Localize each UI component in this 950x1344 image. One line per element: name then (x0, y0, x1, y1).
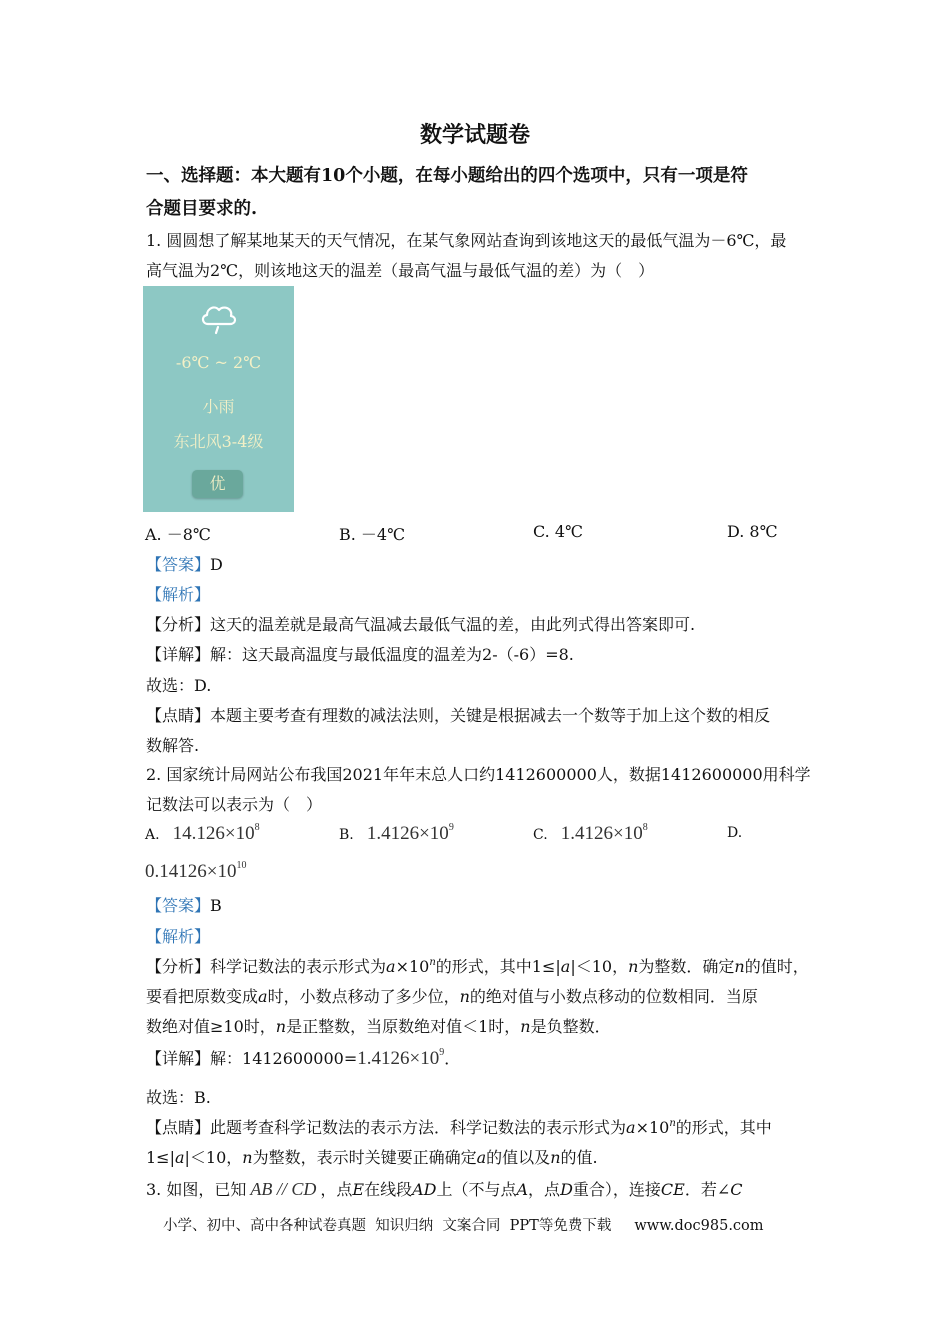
page-footer: 小学、初中、高中各种试卷真题 知识归纳 文案合同 PPT等免费下载 www.doc985.com (163, 1218, 764, 1234)
answer-value: D (210, 555, 223, 574)
q2-option-a: A. $14.126\times 10^8$ (145, 822, 260, 844)
q1-xiangjie: 【详解】解：这天最高温度与最低温度的温差为2-（-6）=8. (146, 645, 574, 664)
section-heading: 一、选择题：本大题有10个小题，在每小题给出的四个选项中，只有一项是符 (146, 166, 748, 186)
q2-fenxi: 【分析】科学记数法的表示形式为$a\times 10^n$的形式，其中1≤|a|＜10，n为整数．确定n的值时， (146, 957, 809, 976)
q1-option-c: C. 4℃ (533, 522, 583, 541)
weather-temp: -6℃ ~ 2℃ (175, 353, 262, 372)
q1-stem: 1. 圆圆想了解某地某天的天气情况，在某气象网站查询到该地这天的最低气温为－6℃，最 (146, 231, 787, 250)
answer-tag: 【答案】 (146, 555, 211, 574)
q1-option-b: B. －4℃ (339, 525, 406, 544)
q2-fenxi-cont: 要看把原数变成a时，小数点移动了多少位，n的绝对值与小数点移动的位数相同．当原 (146, 987, 758, 1006)
q2-stem: 2. 国家统计局网站公布我国2021年年末总人口约1412600000人，数据1412600000用科学 (146, 765, 811, 784)
q1-option-d: D. 8℃ (727, 522, 778, 541)
q2-option-d: $0.14126\times 10^{10}$ (145, 860, 247, 882)
q2-analysis-tag: 【解析】 (146, 927, 211, 946)
weather-wind: 东北风3-4级 (173, 432, 264, 451)
q1-dianjing: 【点睛】本题主要考查有理数的减法法则，关键是根据减去一个数等于加上这个数的相反 (146, 706, 771, 725)
weather-condition: 小雨 (202, 397, 235, 416)
q2-dianjing-cont: 1≤|a|＜10，n为整数，表示时关键要正确确定a的值以及n的值. (146, 1148, 598, 1167)
q2-option-d-label: D. (727, 825, 743, 841)
page-title: 数学试题卷 (419, 122, 530, 148)
section-heading-cont: 合题目要求的. (146, 199, 258, 219)
q2-xiangjie: 【详解】解：$1412600000=1.4126\times 10^9$． (146, 1047, 461, 1069)
q2-option-c: C. $1.4126\times 10^8$ (533, 822, 648, 844)
q1-dianjing-cont: 数解答. (146, 736, 200, 755)
q1-guxuan: 故选：D. (146, 676, 212, 695)
air-quality-badge: 优 (192, 470, 243, 498)
q2-dianjing: 【点睛】此题考查科学记数法的表示方法．科学记数法的表示形式为$a\times 10^n$的形式，其中 (146, 1118, 772, 1137)
q1-stem-cont: 高气温为2℃，则该地这天的温差（最高气温与最低气温的差）为（ ） (146, 261, 655, 280)
q1-analysis-tag: 【解析】 (146, 585, 211, 604)
rain-cloud-icon (199, 300, 239, 336)
q1-fenxi: 【分析】这天的温差就是最高气温减去最低气温的差，由此列式得出答案即可. (146, 615, 696, 634)
q2-fenxi-cont2: 数绝对值≥10时，n是正整数，当原数绝对值＜1时，n是负整数． (146, 1017, 611, 1036)
q2-answer: 【答案】B (146, 896, 222, 915)
q2-option-b: B. $1.4126\times 10^9$ (339, 822, 454, 844)
q2-stem-cont: 记数法可以表示为（ ） (146, 795, 323, 814)
q2-guxuan: 故选：B. (146, 1088, 211, 1107)
q3-stem: 3. 如图，已知 AB // CD ，点E在线段AD上（不与点A，点D重合），连接CE．若∠C (146, 1179, 743, 1199)
q1-option-a: A. －8℃ (145, 525, 211, 544)
q1-answer (146, 552, 223, 575)
